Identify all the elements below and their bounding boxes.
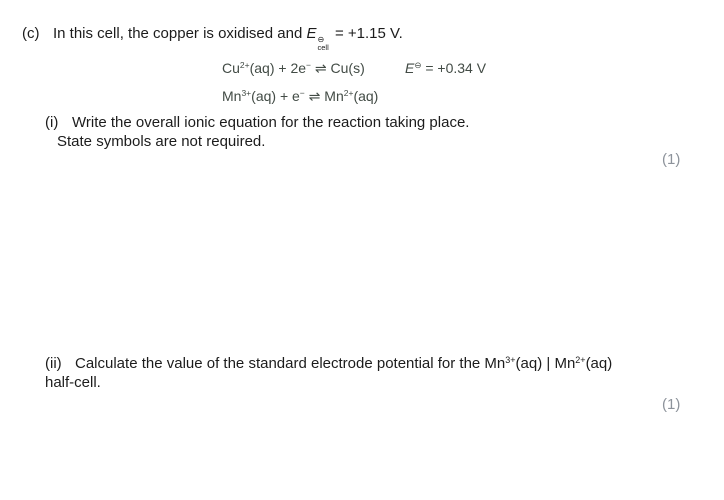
part-i-mark-allocation: (1) [662,151,681,168]
mn-species: Mn [222,88,242,104]
ecell-symbol [306,25,330,52]
cu-half-equation [222,60,365,77]
cu-charge-superscript: 2+ [239,60,250,70]
part-ii-question-text [75,355,612,373]
cu-species: Cu [222,60,240,76]
electron-charge-superscript: − [299,88,305,98]
standard-state-symbol: ⊖ [317,35,325,44]
part-ii-label: (ii) [45,355,62,372]
part-ii-phase-boundary: (aq) | Mn [515,355,576,372]
ecell-subscript: cell [317,43,329,52]
cu-equation-rhs: ⇌ Cu(s) [311,60,365,76]
part-i-label: (i) [45,114,59,131]
cu-equation-middle: (aq) + 2e [249,60,307,76]
mn2-charge-superscript: 2+ [575,355,586,365]
mn3-charge-superscript: 3+ [505,355,516,365]
part-ii-mark-allocation: (1) [662,396,681,413]
answer-space-i [22,175,702,350]
mn-equation-rhs: ⇌ Mn [304,88,344,104]
ecell-value: = +1.15 V. [334,25,403,42]
part-i-question-text: Write the overall ionic equation for the reaction taking place. [72,114,470,131]
part-c-intro-line [53,25,403,52]
part-c-label: (c) [22,25,40,42]
mn3-charge-superscript: 3+ [241,88,252,98]
potential-symbol-base: E [405,60,415,76]
cu-electrode-potential [405,60,486,77]
part-i-note-text: State symbols are not required. [57,133,266,150]
mn2-charge-superscript: 2+ [343,88,354,98]
part-ii-text-start: Calculate the value of the standard electrode potential for the Mn [75,355,506,372]
part-ii-text-end: (aq) [585,355,613,372]
mn-equation-state: (aq) [353,88,379,104]
electron-charge-superscript: − [306,60,312,70]
mn-half-equation [222,88,378,105]
potential-value: = +0.34 V [421,60,487,76]
ecell-base: E [306,25,317,42]
standard-state-symbol: ⊖ [414,60,422,70]
part-ii-question-text-wrap: half-cell. [45,374,101,391]
part-c-intro-text: In this cell, the copper is oxidised and [53,25,303,42]
mn-equation-middle: (aq) + e [251,88,300,104]
answer-space-ii [22,420,702,490]
